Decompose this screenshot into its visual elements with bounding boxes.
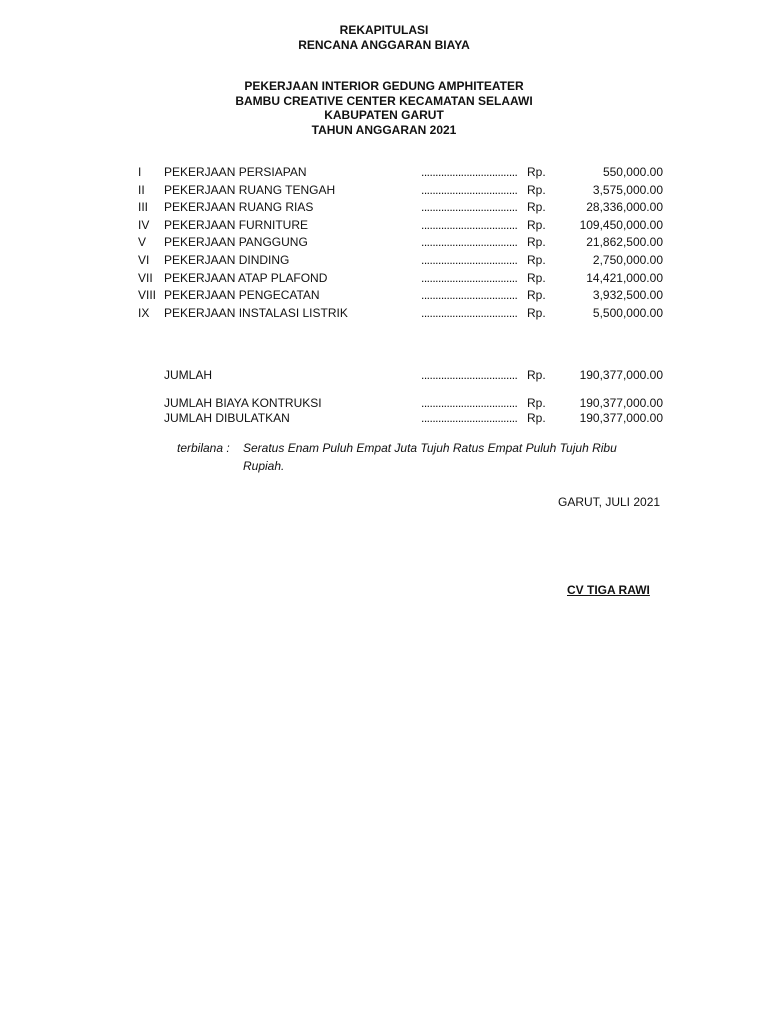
- document-header: [0, 23, 768, 52]
- item-label: PEKERJAAN RUANG RIAS: [164, 200, 314, 215]
- item-amount: 2,750,000.00: [592, 253, 663, 267]
- header-title: REKAPITULASI: [339, 23, 429, 37]
- place-date: GARUT, JULI 2021: [558, 495, 661, 509]
- item-amount: 3,932,500.00: [592, 288, 663, 303]
- item-label: PEKERJAAN INSTALASI LISTRIK: [164, 305, 348, 320]
- dot-leader: ..................................: [421, 182, 518, 197]
- construction-total-label: JUMLAH BIAYA KONTRUKSI: [164, 396, 322, 410]
- currency-label: Rp.: [527, 396, 546, 410]
- item-label: PEKERJAAN ATAP PLAFOND: [164, 270, 328, 285]
- dot-leader: ..................................: [421, 288, 518, 303]
- dot-leader: ..................................: [421, 200, 518, 215]
- item-label: PEKERJAAN DINDING: [164, 253, 290, 267]
- cost-item-row: [0, 270, 768, 286]
- item-amount: 3,575,000.00: [592, 182, 663, 197]
- currency-label: Rp.: [527, 182, 546, 197]
- item-number: IX: [138, 305, 150, 320]
- dot-leader: ..................................: [421, 270, 518, 285]
- item-label: PEKERJAAN PANGGUNG: [164, 235, 308, 250]
- currency-label: Rp.: [527, 288, 546, 303]
- item-amount: 550,000.00: [602, 165, 663, 179]
- dot-leader: ..................................: [421, 396, 518, 410]
- currency-label: Rp.: [527, 200, 546, 215]
- cost-item-row: [0, 305, 768, 321]
- total-label: JUMLAH: [164, 368, 213, 382]
- cost-item-row: [0, 234, 768, 250]
- company-name: CV TIGA RAWI: [567, 583, 650, 597]
- item-number: V: [138, 235, 147, 250]
- amount-in-words-line1: Seratus Enam Puluh Empat Juta Tujuh Ratus Empat Puluh Tujuh Ribu: [243, 441, 617, 455]
- currency-label: Rp.: [527, 411, 546, 425]
- item-label: PEKERJAAN FURNITURE: [164, 217, 309, 232]
- construction-total-row: [0, 395, 768, 411]
- item-label: PEKERJAAN PENGECATAN: [164, 288, 320, 303]
- amount-in-words-line2: Rupiah.: [243, 459, 285, 473]
- item-number: VI: [138, 253, 150, 267]
- currency-label: Rp.: [527, 305, 546, 320]
- item-number: II: [138, 182, 145, 197]
- item-number: III: [138, 200, 149, 215]
- item-number: VII: [138, 270, 153, 285]
- rounded-total-row: [0, 410, 768, 426]
- project-name: PEKERJAAN INTERIOR GEDUNG AMPHITEATER: [244, 79, 524, 93]
- dot-leader: ..................................: [421, 368, 518, 382]
- project-year: TAHUN ANGGARAN 2021: [311, 122, 457, 137]
- header-subtitle: RENCANA ANGGARAN BIAYA: [298, 37, 470, 52]
- item-number: VIII: [138, 288, 157, 303]
- item-label: PEKERJAAN RUANG TENGAH: [164, 182, 336, 197]
- item-amount: 21,862,500.00: [586, 235, 663, 250]
- rounded-total-label: JUMLAH DIBULATKAN: [164, 411, 290, 425]
- currency-label: Rp.: [527, 270, 546, 285]
- dot-leader: ..................................: [421, 165, 518, 179]
- currency-label: Rp.: [527, 165, 546, 179]
- item-amount: 14,421,000.00: [586, 270, 663, 285]
- cost-item-row: [0, 252, 768, 268]
- total-amount: 190,377,000.00: [579, 368, 663, 382]
- dot-leader: ..................................: [421, 411, 518, 425]
- item-number: I: [138, 165, 142, 179]
- dot-leader: ..................................: [421, 305, 518, 320]
- currency-label: Rp.: [527, 217, 546, 232]
- dot-leader: ..................................: [421, 217, 518, 232]
- construction-total-amount: 190,377,000.00: [579, 396, 663, 410]
- project-header: [0, 79, 768, 137]
- amount-in-words-label: terbilana :: [177, 441, 230, 455]
- cost-item-row: [0, 217, 768, 233]
- cost-item-row: [0, 182, 768, 198]
- cost-item-row: [0, 164, 768, 180]
- item-amount: 109,450,000.00: [579, 217, 663, 232]
- currency-label: Rp.: [527, 253, 546, 267]
- currency-label: Rp.: [527, 235, 546, 250]
- dot-leader: ..................................: [421, 235, 518, 250]
- cost-item-row: [0, 199, 768, 215]
- currency-label: Rp.: [527, 368, 546, 382]
- item-number: IV: [138, 217, 150, 232]
- project-regency: KABUPATEN GARUT: [324, 108, 444, 122]
- project-location: BAMBU CREATIVE CENTER KECAMATAN SELAAWI: [235, 93, 533, 108]
- item-amount: 28,336,000.00: [586, 200, 663, 215]
- item-label: PEKERJAAN PERSIAPAN: [164, 165, 307, 179]
- rounded-total-amount: 190,377,000.00: [579, 411, 663, 425]
- total-row: [0, 367, 768, 383]
- cost-item-row: [0, 287, 768, 303]
- item-amount: 5,500,000.00: [592, 305, 663, 320]
- dot-leader: ..................................: [421, 253, 518, 267]
